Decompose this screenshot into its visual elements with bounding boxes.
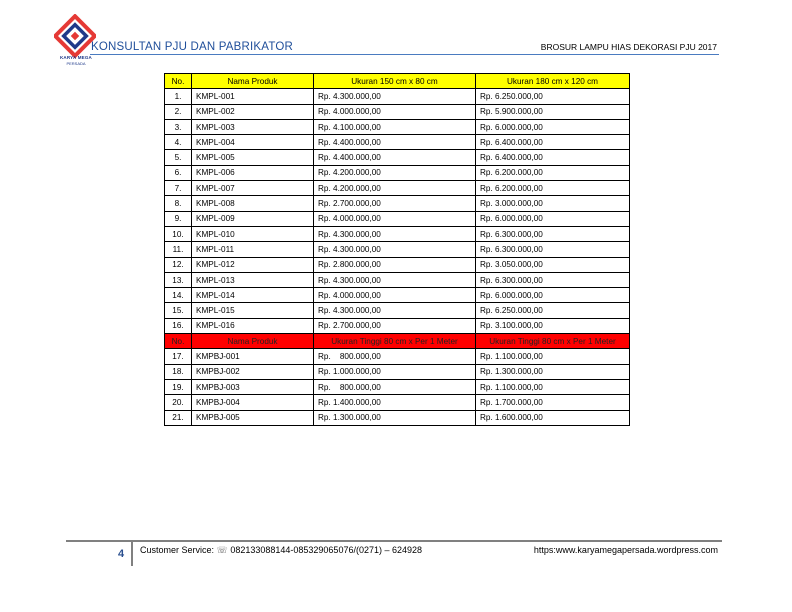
table-header-cell: Ukuran 180 cm x 120 cm [476, 74, 630, 89]
table-header-row [165, 74, 630, 89]
table-header-cell: Ukuran 150 cm x 80 cm [314, 74, 476, 89]
table-cell: KMPL-006 [192, 165, 314, 180]
table-cell: Rp. 4.400.000,00 [314, 150, 476, 165]
table-cell: Rp. 3.000.000,00 [476, 196, 630, 211]
table-cell: 13. [165, 272, 192, 287]
table-row [165, 104, 630, 119]
phone-icon: ☏ [216, 545, 228, 555]
table-cell: Rp. 6.000.000,00 [476, 211, 630, 226]
customer-service-phones: 082133088144-085329065076/(0271) – 624928 [230, 545, 423, 555]
table-cell: 11. [165, 242, 192, 257]
table-cell: KMPL-002 [192, 104, 314, 119]
table-cell: KMPL-012 [192, 257, 314, 272]
table-cell: KMPL-016 [192, 318, 314, 333]
table-cell: Rp. 4.000.000,00 [314, 104, 476, 119]
table-row [165, 349, 630, 364]
table-row [165, 119, 630, 134]
table-header-cell: No. [165, 334, 192, 349]
table-cell: Rp. 4.300.000,00 [314, 242, 476, 257]
table-cell: Rp. 4.000.000,00 [314, 211, 476, 226]
table-cell: Rp. 1.400.000,00 [314, 395, 476, 410]
table-cell: Rp. 4.200.000,00 [314, 165, 476, 180]
table-cell: KMPL-015 [192, 303, 314, 318]
table-cell: Rp. 6.250.000,00 [476, 303, 630, 318]
table-cell: KMPBJ-004 [192, 395, 314, 410]
table-cell: 1. [165, 89, 192, 104]
table-cell: Rp. 1.100.000,00 [476, 349, 630, 364]
table-cell: Rp. 6.300.000,00 [476, 272, 630, 287]
footer-divider [66, 540, 722, 542]
table-row [165, 379, 630, 394]
table-cell: 5. [165, 150, 192, 165]
table-row [165, 303, 630, 318]
table-cell: Rp. 1.700.000,00 [476, 395, 630, 410]
table-row [165, 165, 630, 180]
table-row [165, 318, 630, 333]
table-cell: Rp. 1.300.000,00 [476, 364, 630, 379]
website-link[interactable]: https:www.karyamegapersada.wordpress.com [533, 545, 718, 555]
table-cell: Rp. 4.300.000,00 [314, 89, 476, 104]
price-table-body [165, 74, 630, 426]
table-cell: KMPL-005 [192, 150, 314, 165]
document-title: BROSUR LAMPU HIAS DEKORASI PJU 2017 [540, 42, 717, 52]
table-cell: 10. [165, 226, 192, 241]
table-cell: Rp. 4.200.000,00 [314, 181, 476, 196]
table-cell: Rp. 4.300.000,00 [314, 226, 476, 241]
table-row [165, 196, 630, 211]
table-cell: KMPBJ-002 [192, 364, 314, 379]
table-row [165, 257, 630, 272]
table-cell: 6. [165, 165, 192, 180]
table-cell: KMPL-003 [192, 119, 314, 134]
table-cell: Rp. 6.250.000,00 [476, 89, 630, 104]
page-number: 4 [118, 548, 125, 560]
table-cell: KMPL-013 [192, 272, 314, 287]
table-cell: KMPL-014 [192, 288, 314, 303]
table-cell: Rp. 3.050.000,00 [476, 257, 630, 272]
table-cell: KMPL-010 [192, 226, 314, 241]
table-row [165, 272, 630, 287]
table-cell: KMPBJ-005 [192, 410, 314, 425]
table-cell: 21. [165, 410, 192, 425]
table-cell: KMPL-011 [192, 242, 314, 257]
table-cell: 14. [165, 288, 192, 303]
table-cell: Rp. 5.900.000,00 [476, 104, 630, 119]
table-row [165, 242, 630, 257]
table-cell: Rp. 800.000,00 [314, 349, 476, 364]
table-cell: Rp. 6.000.000,00 [476, 288, 630, 303]
table-cell: 16. [165, 318, 192, 333]
table-cell: Rp. 2.800.000,00 [314, 257, 476, 272]
table-cell: 4. [165, 135, 192, 150]
table-cell: 18. [165, 364, 192, 379]
table-row [165, 288, 630, 303]
table-row [165, 150, 630, 165]
customer-service [140, 545, 422, 556]
table-header-cell: No. [165, 74, 192, 89]
header-divider [90, 54, 719, 55]
table-cell: Rp. 4.000.000,00 [314, 288, 476, 303]
table-cell: Rp. 6.200.000,00 [476, 165, 630, 180]
table-cell: Rp. 4.100.000,00 [314, 119, 476, 134]
table-cell: 15. [165, 303, 192, 318]
table-cell: Rp. 2.700.000,00 [314, 196, 476, 211]
table-cell: KMPL-009 [192, 211, 314, 226]
table-cell: Rp. 2.700.000,00 [314, 318, 476, 333]
table-cell: Rp. 4.400.000,00 [314, 135, 476, 150]
table-cell: 20. [165, 395, 192, 410]
table-cell: Rp. 4.300.000,00 [314, 303, 476, 318]
table-row [165, 211, 630, 226]
table-cell: Rp. 6.200.000,00 [476, 181, 630, 196]
table-cell: 19. [165, 379, 192, 394]
table-cell: KMPL-008 [192, 196, 314, 211]
table-cell: KMPBJ-001 [192, 349, 314, 364]
table-header-cell: Nama Produk [192, 74, 314, 89]
table-cell: Rp. 1.300.000,00 [314, 410, 476, 425]
company-name: KONSULTAN PJU DAN PABRIKATOR [91, 41, 293, 53]
price-table [164, 73, 630, 426]
table-cell: 17. [165, 349, 192, 364]
table-cell: Rp. 1.100.000,00 [476, 379, 630, 394]
table-cell: 3. [165, 119, 192, 134]
table-header-cell: Ukuran Tinggi 80 cm x Per 1 Meter [476, 334, 630, 349]
table-row [165, 364, 630, 379]
table-cell: Rp. 6.400.000,00 [476, 135, 630, 150]
table-cell: Rp. 1.600.000,00 [476, 410, 630, 425]
table-cell: Rp. 6.300.000,00 [476, 242, 630, 257]
logo-text: KARYA MEGA [59, 55, 92, 60]
table-cell: 12. [165, 257, 192, 272]
table-cell: 8. [165, 196, 192, 211]
table-cell: Rp. 1.000.000,00 [314, 364, 476, 379]
table-row [165, 395, 630, 410]
table-row [165, 410, 630, 425]
table-cell: Rp. 6.300.000,00 [476, 226, 630, 241]
table-cell: KMPL-007 [192, 181, 314, 196]
footer-separator [131, 542, 133, 566]
table-cell: KMPL-001 [192, 89, 314, 104]
table-cell: 9. [165, 211, 192, 226]
table-row [165, 89, 630, 104]
table-cell: Rp. 4.300.000,00 [314, 272, 476, 287]
logo-subtext: PERSADA [66, 61, 86, 66]
table-cell: 7. [165, 181, 192, 196]
table-row [165, 226, 630, 241]
table-cell: 2. [165, 104, 192, 119]
table-header-cell: Nama Produk [192, 334, 314, 349]
table-cell: Rp. 3.100.000,00 [476, 318, 630, 333]
table-cell: Rp. 6.000.000,00 [476, 119, 630, 134]
table-row [165, 181, 630, 196]
table-cell: KMPBJ-003 [192, 379, 314, 394]
table-row [165, 135, 630, 150]
table-header-row [165, 334, 630, 349]
table-cell: Rp. 6.400.000,00 [476, 150, 630, 165]
table-cell: Rp. 800.000,00 [314, 379, 476, 394]
customer-service-label: Customer Service: [140, 545, 215, 555]
table-cell: KMPL-004 [192, 135, 314, 150]
table-header-cell: Ukuran Tinggi 80 cm x Per 1 Meter [314, 334, 476, 349]
